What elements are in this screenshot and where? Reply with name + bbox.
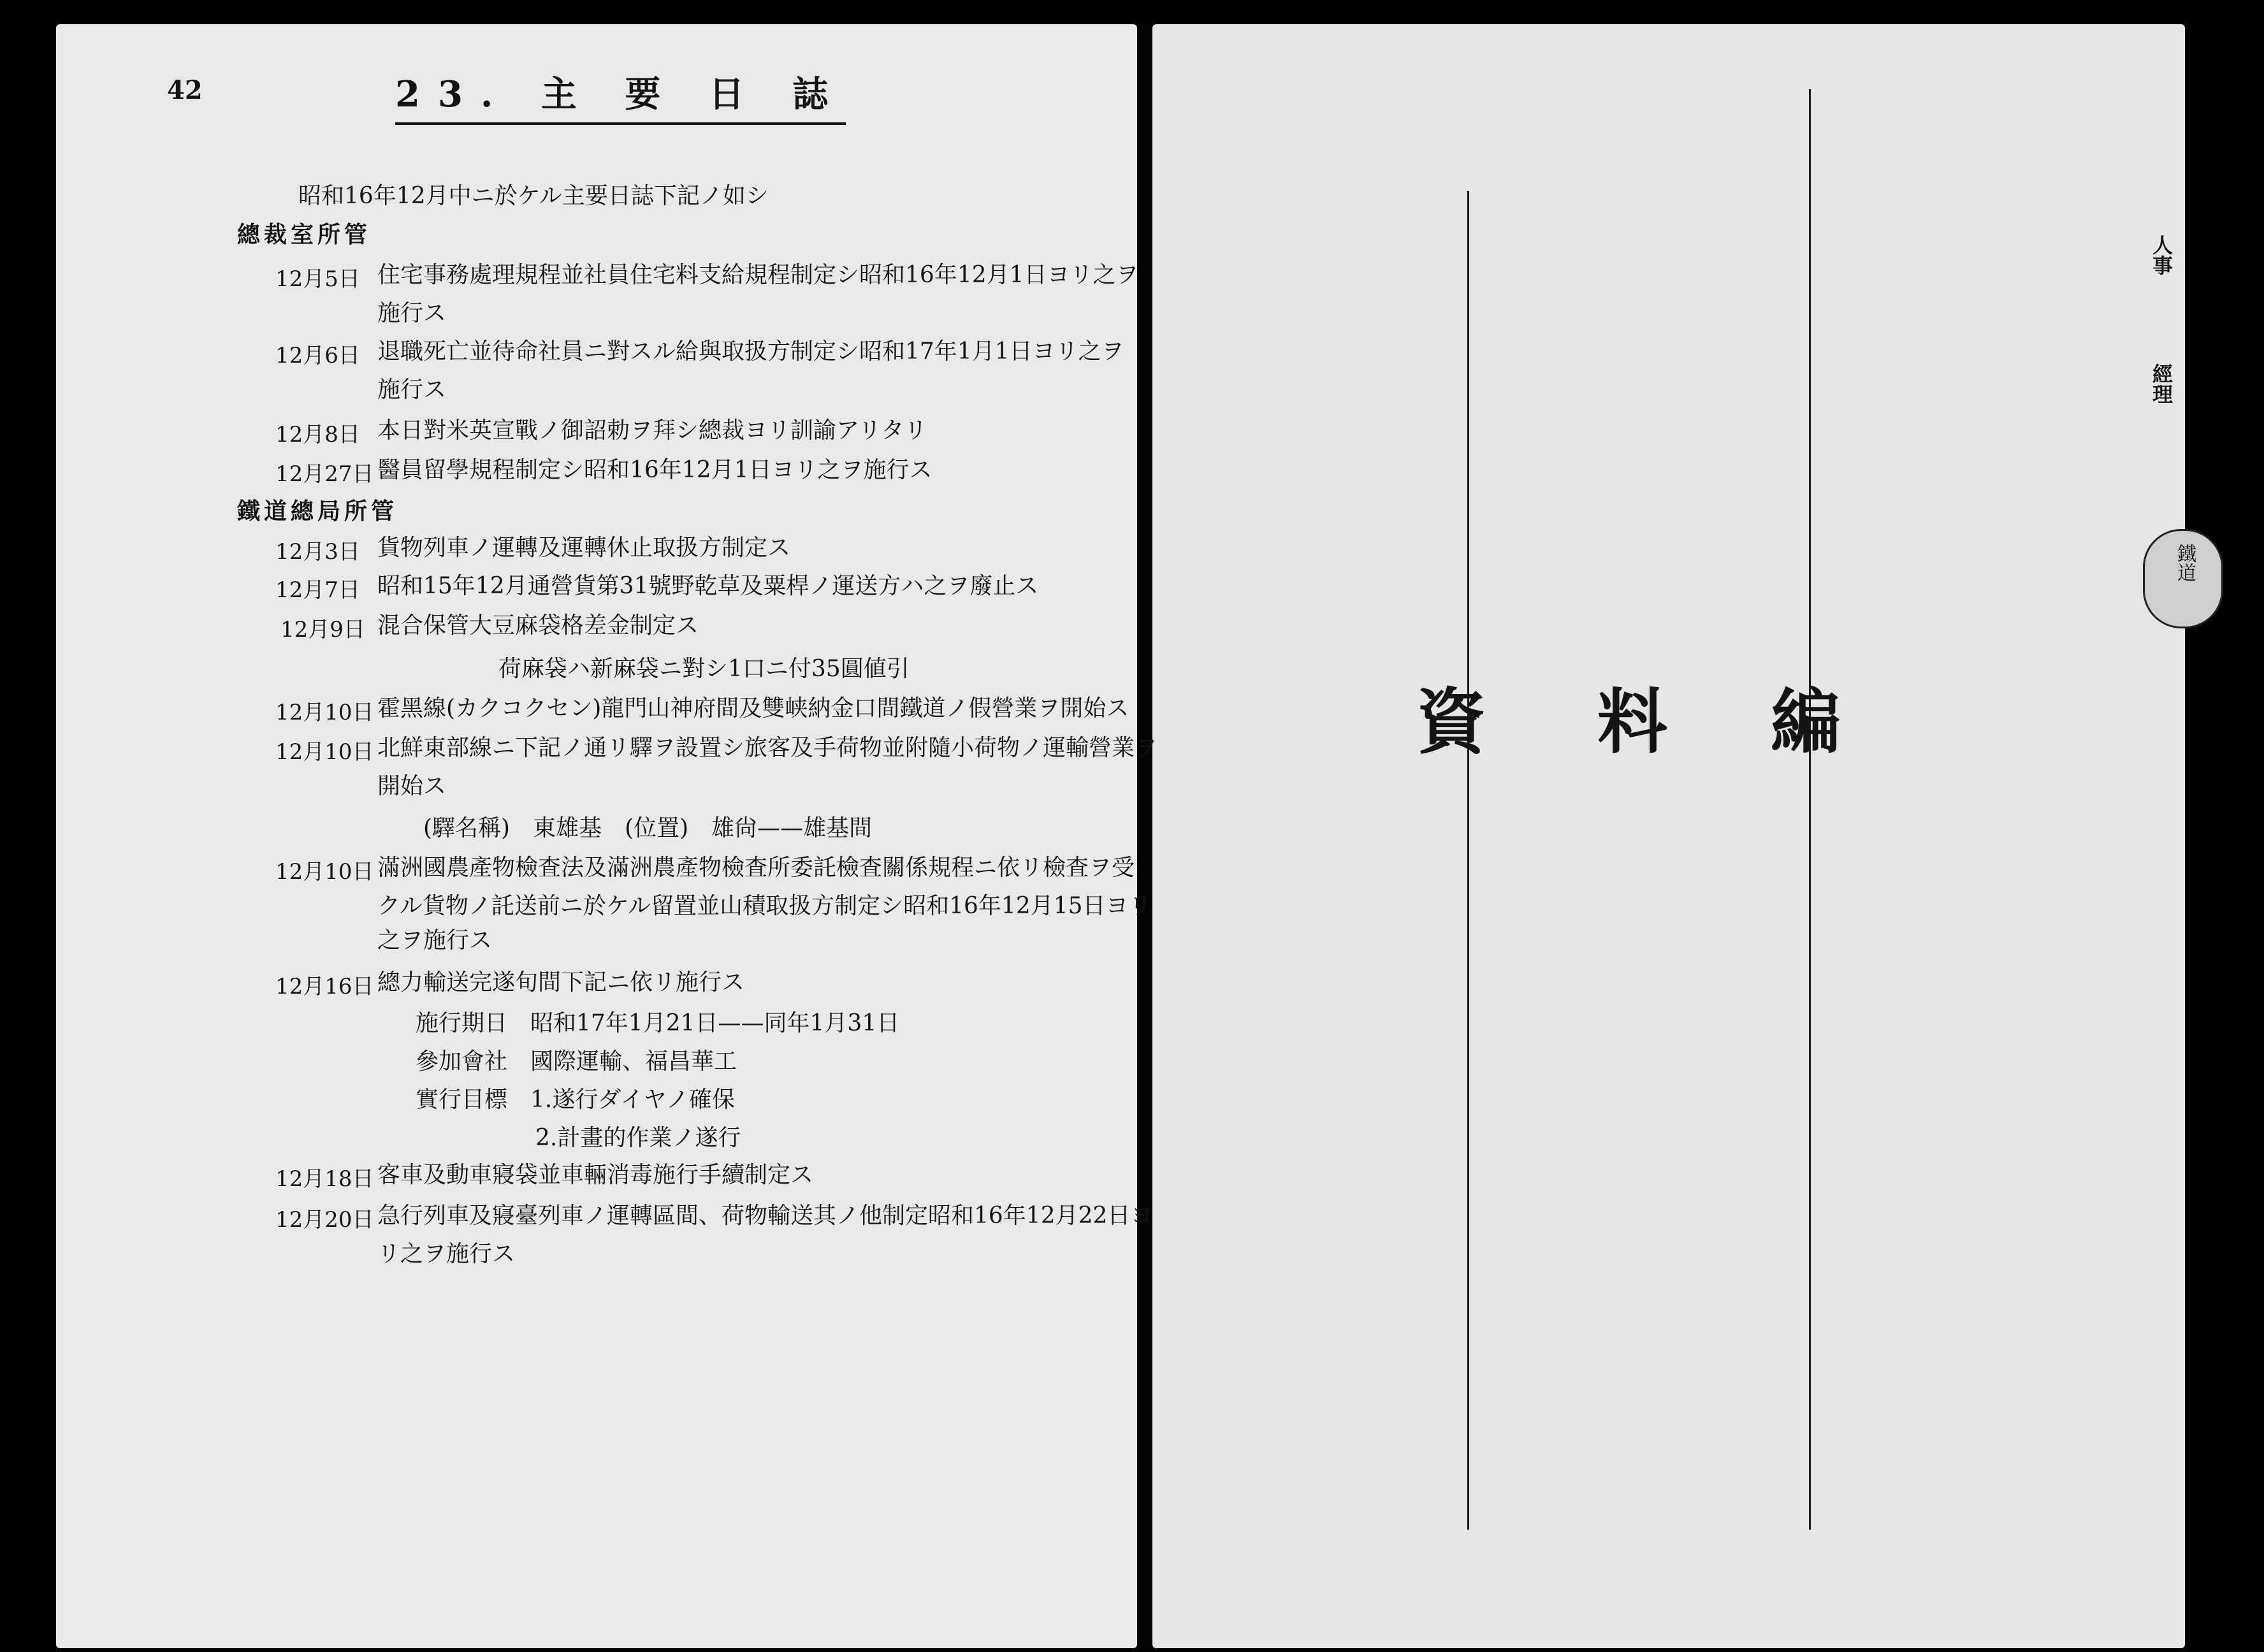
page-number: 42 (167, 75, 203, 105)
entry-text: 總力輸送完遂旬間下記ニ依リ施行ス (377, 969, 745, 996)
entry-text: 滿洲國農產物檢査法及滿洲農產物檢査所委託檢査關係規程ニ依リ檢査ヲ受 (377, 855, 1135, 881)
entry-text: 霍黑線(カクコクセン)龍門山神府間及雙峡納金口間鐵道ノ假營業ヲ開始ス (377, 695, 1129, 721)
entry-text: 貨物列車ノ運轉及運轉休止取扱方制定ス (377, 535, 791, 561)
section-title-char: 料 (1597, 681, 1667, 763)
entry-text: 施行ス (377, 300, 447, 326)
entry-text: 混合保管大豆麻袋格差金制定ス (377, 612, 699, 639)
entry-date: 12月10日 (275, 700, 374, 725)
index-tab-label: 鐵道 (2173, 544, 2196, 582)
entry-date: 12月3日 (275, 539, 360, 565)
index-tab-keiri: 經理 (2149, 363, 2173, 404)
entry-note: 2.計畫的作業ノ遂行 (535, 1125, 741, 1151)
entry-date: 12月27日 (275, 461, 374, 487)
entry-text: リ之ヲ施行ス (377, 1241, 516, 1267)
entry-text: 客車及動車寢袋並車輛消毒施行手續制定ス (377, 1162, 814, 1188)
entry-text: 之ヲ施行ス (377, 927, 493, 953)
entry-note: 參加會社 國際運輸、福昌華工 (416, 1048, 737, 1075)
entry-text: 施行ス (377, 377, 447, 403)
entry-text: 醫員留學規程制定シ昭和16年12月1日ヨリ之ヲ施行ス (377, 457, 932, 483)
section-heading: 總裁室所管 (237, 221, 372, 248)
right-page (1152, 24, 2185, 1648)
entry-date: 12月10日 (275, 739, 374, 765)
section-heading: 鐵道總局所管 (237, 498, 398, 525)
entry-date: 12月20日 (275, 1207, 374, 1233)
entry-text: 開始ス (377, 773, 447, 799)
entry-text: 急行列車及寢臺列車ノ運轉區間、荷物輸送其ノ他制定昭和16年12月22日ヨ (377, 1203, 1154, 1229)
entry-note: (驛名稱) 東雄基 (位置) 雄尙——雄基間 (423, 815, 873, 841)
entry-date: 12月6日 (275, 343, 360, 368)
section-title-char: 資 (1416, 681, 1486, 763)
guide-line (1809, 89, 1811, 1530)
entry-date: 12月16日 (275, 974, 374, 999)
entry-text: クル貨物ノ託送前ニ於ケル留置並山積取扱方制定シ昭和16年12月15日ヨリ (377, 893, 1152, 919)
entry-text: 本日對米英宣戰ノ御詔勅ヲ拜シ總裁ヨリ訓諭アリタリ (377, 417, 927, 444)
entry-note: 實行目標 1.遂行ダイヤノ確保 (416, 1087, 735, 1113)
entry-date: 12月8日 (275, 422, 360, 447)
section-title-char: 編 (1771, 681, 1841, 763)
entry-date: 12月7日 (275, 577, 360, 603)
entry-date: 12月18日 (275, 1166, 374, 1192)
entry-text: 昭和15年12月通營貨第31號野乾草及粟桿ノ運送方ハ之ヲ廢止ス (377, 573, 1039, 599)
entry-note: 施行期日 昭和17年1月21日——同年1月31日 (416, 1010, 900, 1036)
entry-date: 12月9日 (280, 617, 365, 642)
guide-line (1467, 191, 1469, 1530)
entry-text: 退職死亡並待命社員ニ對スル給與取扱方制定シ昭和17年1月1日ヨリ之ヲ (377, 338, 1124, 365)
entry-text: 住宅事務處理規程並社員住宅料支給規程制定シ昭和16年12月1日ヨリ之ヲ (377, 262, 1139, 288)
book-spine (1137, 24, 1152, 1648)
entry-text: 北鮮東部線ニ下記ノ通リ驛ヲ設置シ旅客及手荷物並附隨小荷物ノ運輸營業ヲ (377, 735, 1158, 761)
entry-note: 荷麻袋ハ新麻袋ニ對シ1口ニ付35圓値引 (498, 656, 910, 682)
intro-text: 昭和16年12月中ニ於ケル主要日誌下記ノ如シ (298, 183, 769, 209)
page-title: 23. 主 要 日 誌 (395, 66, 846, 125)
index-tab-jinji: 人事 (2149, 235, 2173, 275)
entry-date: 12月10日 (275, 859, 374, 885)
entry-date: 12月5日 (275, 266, 360, 292)
index-tab-tetsudo (2143, 529, 2223, 628)
